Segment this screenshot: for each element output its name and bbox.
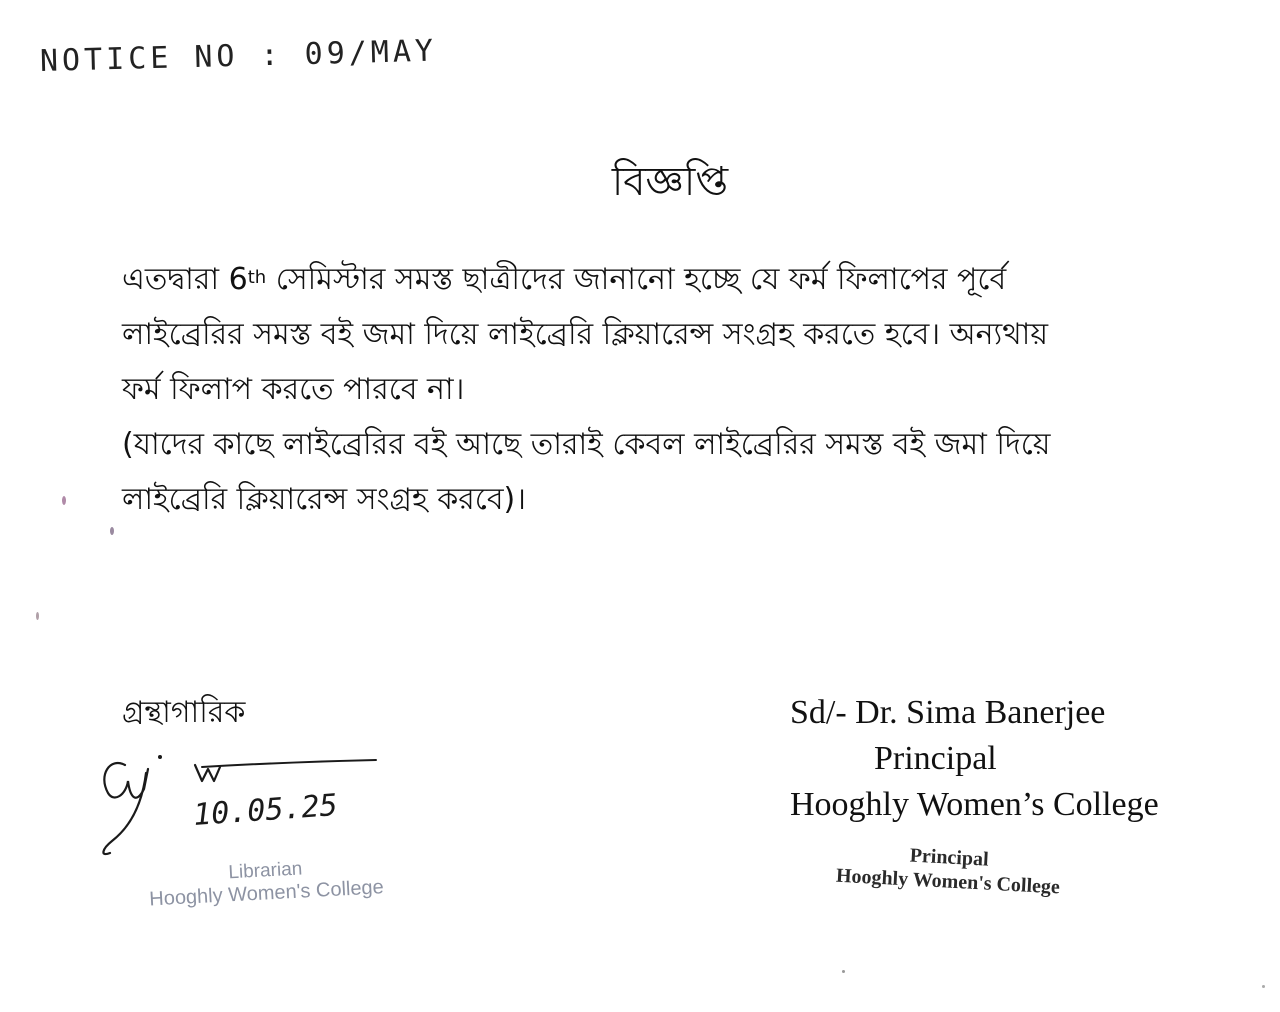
scan-speck [110,527,114,535]
librarian-label: গ্রন্থাগারিক [122,695,246,730]
notice-body-line-3: ফর্ম ফিলাপ করতে পারবে না। [122,372,465,407]
principal-stamp-title: Principal [909,844,990,871]
notice-body-line-2: লাইব্রেরির সমস্ত বই জমা দিয়ে লাইব্রেরি ক্লিয়ারেন্স সংগ্রহ করতে হবে। অন্যথায় [122,317,1048,352]
principal-name: Sd/- Dr. Sima Banerjee [790,694,1106,731]
principal-stamp [802,838,1094,901]
ordinal-suffix: th [247,267,267,288]
scan-speck [36,612,39,620]
scan-speck [62,496,66,505]
notice-body-line-1-end: সেমিস্টার সমস্ত ছাত্রীদের জানানো হচ্ছে যে ফর্ম ফিলাপের পূর্বে [266,262,1007,297]
principal-signature-block [790,690,1159,828]
librarian-stamp-college: Hooghly Women's College [148,876,385,911]
notice-body-line-1 [122,252,1182,307]
principal-stamp-college: Hooghly Women's College [835,864,1061,899]
notice-body-line-1-start: এতদ্বারা 6 [122,262,248,297]
notice-body-line-5: লাইব্রেরি ক্লিয়ারেন্স সংগ্রহ করবে)। [122,482,526,517]
librarian-signature [90,745,420,865]
principal-college: Hooghly Women’s College [790,786,1159,823]
notice-number: NOTICE NO : 09/MAY [39,33,438,79]
notice-body-line-4: (যাদের কাছে লাইব্রেরির বই আছে তারাই কেবল লাইব্রেরির সমস্ত বই জমা দিয়ে [122,427,1051,462]
signature-date: 10.05.25 [192,787,339,833]
notice-body [122,252,1182,527]
principal-designation: Principal [874,740,997,777]
notice-title: বিজ্ঞপ্তি [611,159,729,205]
scan-speck [842,970,845,973]
scan-speck [1262,985,1265,988]
librarian-stamp-title: Librarian [227,858,303,884]
